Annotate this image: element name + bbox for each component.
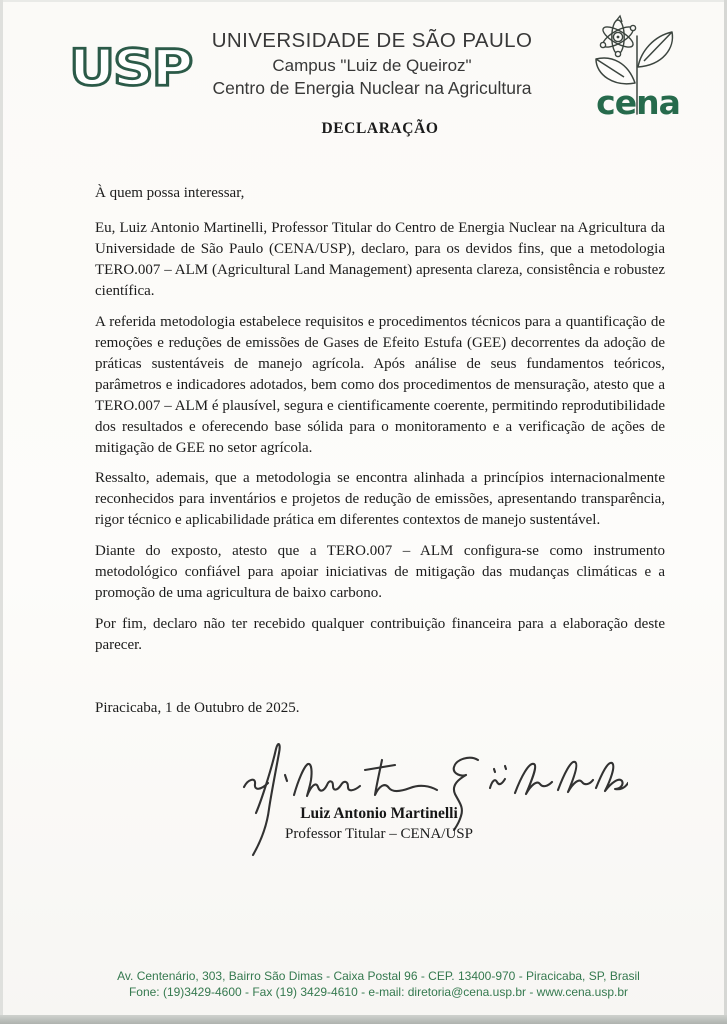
footer-address-line: Av. Centenário, 303, Bairro São Dimas - Caixa Postal 96 - CEP. 13400-970 - Piracicaba, SP, Brasil bbox=[117, 969, 640, 983]
leaf-left-icon bbox=[596, 58, 635, 84]
salutation: À quem possa interessar, bbox=[95, 185, 245, 201]
usp-logo-text: USP bbox=[69, 39, 192, 94]
paragraph: A referida metodologia estabelece requisitos e procedimentos técnicos para a quantificação de remoções e reduções de emissões de Gases de Efeito Estufa (GEE) decorrentes da adoção de práticas sustentáveis de manejo agrícola. Após análise de seus fundamentos teóricos, parâmetros e indicadores adotados, bem como dos procedimentos de mensuração, atesto que a TERO.007 – ALM é plausível, segura e cientificamente coerente, permitindo reprodutibilidade dos resultados e oferecendo base sólida para o monitoramento e a verificação de ações de mitigação de GEE no setor agrícola. bbox=[95, 314, 665, 456]
footer bbox=[30, 968, 727, 1000]
scan-edge-bottom bbox=[0, 1015, 727, 1024]
atom-flower-icon bbox=[600, 16, 636, 57]
cena-logo-text: cena bbox=[596, 83, 680, 120]
signature-scribble bbox=[228, 733, 628, 863]
scan-edge-left bbox=[0, 0, 3, 1024]
university-name: UNIVERSIDADE DE SÃO PAULO bbox=[211, 29, 533, 52]
campus-name: Campus "Luiz de Queiroz" bbox=[272, 56, 472, 75]
footer-contact-line: Fone: (19)3429-4600 - Fax (19) 3429-4610 - e-mail: diretoria@cena.usp.br - www.cena.usp.br bbox=[128, 985, 629, 999]
paragraph: Eu, Luiz Antonio Martinelli, Professor Titular do Centro de Energia Nuclear na Agricultura da Universidade de São Paulo (CENA/USP), declaro, para os devidos fins, que a metodologia TERO.007 – ALM (Agricultural Land Management) apresenta clareza, consistência e robustez científica. bbox=[95, 220, 665, 299]
date-place-line: Piracicaba, 1 de Outubro de 2025. bbox=[95, 700, 300, 716]
signatory-name: Luiz Antonio Martinelli bbox=[300, 805, 458, 822]
leaf-right-icon bbox=[638, 32, 672, 67]
scan-edge-top bbox=[0, 0, 727, 2]
paragraph: Diante do exposto, atesto que a TERO.007 – ALM configura-se como instrumento metodológico confiável para apoiar iniciativas de mitigação das mudanças climáticas e a promoção de uma agricultura de baixo carbono. bbox=[95, 543, 665, 601]
cena-logo bbox=[578, 10, 692, 120]
signatory-title: Professor Titular – CENA/USP bbox=[285, 826, 473, 842]
paragraph: Ressalto, ademais, que a metodologia se encontra alinhada a princípios internacionalmente reconhecidos para inventários e projetos de redução de emissões, apresentando transparência, rigor técnico e aplicabilidade prática em diferentes contextos de manejo sustentável. bbox=[95, 470, 665, 528]
paragraph: Por fim, declaro não ter recebido qualquer contribuição financeira para a elaboração deste parecer. bbox=[95, 616, 665, 653]
document-title: DECLARAÇÃO bbox=[321, 120, 439, 137]
institution-header bbox=[160, 27, 584, 100]
department-name: Centro de Energia Nuclear na Agricultura bbox=[212, 78, 532, 98]
